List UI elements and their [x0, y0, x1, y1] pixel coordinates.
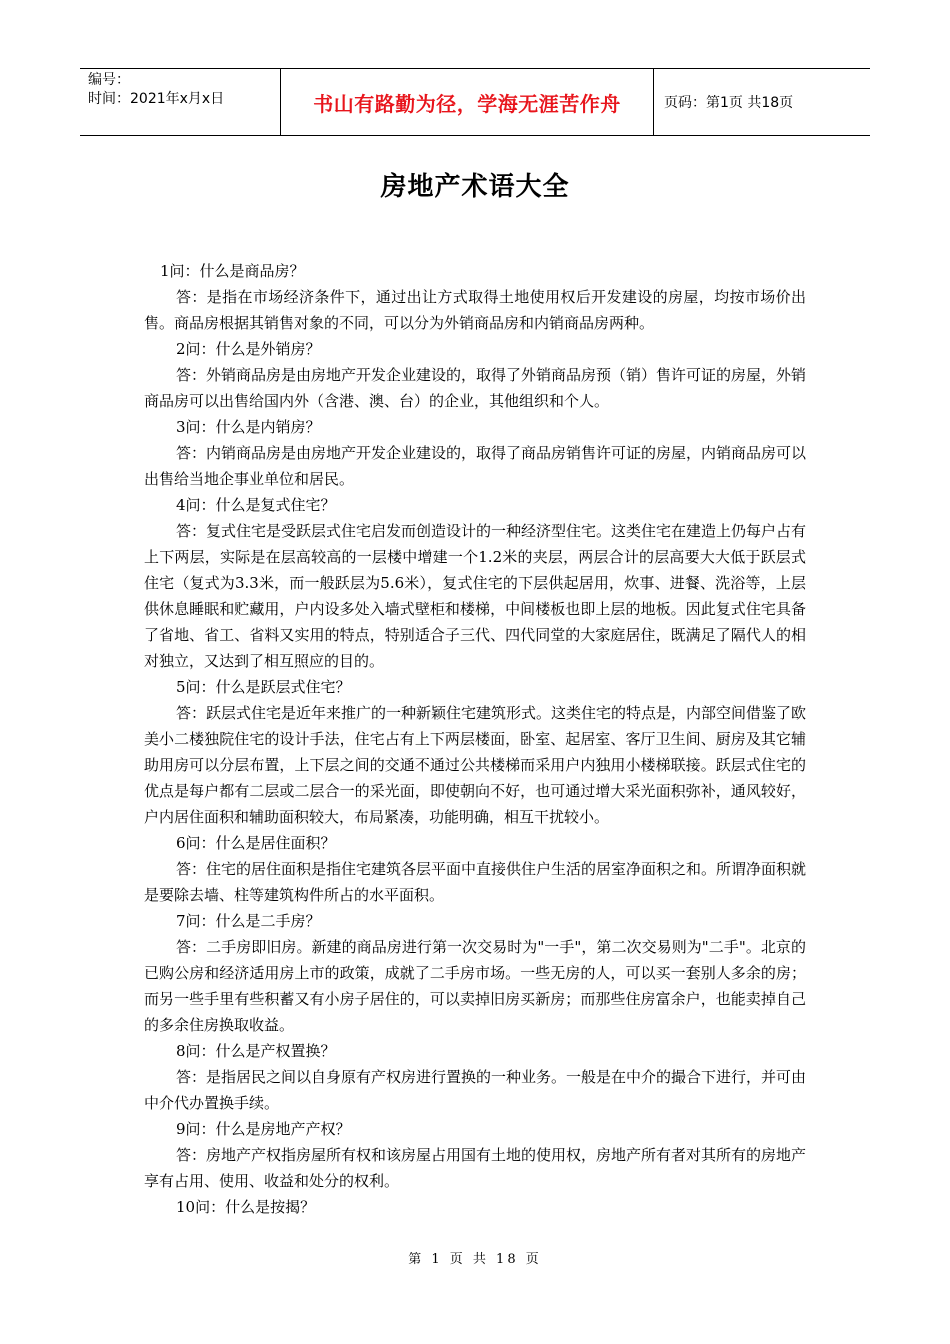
answer-8: 答：是指居民之间以自身原有产权房进行置换的一种业务。一般是在中介的撮合下进行，并可由中介代办置换手续。 — [144, 1068, 807, 1112]
document-date-label: 时间：2021年x月x日 — [88, 91, 225, 107]
answer-2: 答：外销商品房是由房地产开发企业建设的，取得了外销商品房预（销）售许可证的房屋，外销商品房可以出售给国内外（含港、澳、台）的企业，其他组织和个人。 — [144, 366, 807, 410]
document-body — [144, 258, 806, 1220]
answer-3: 答：内销商品房是由房地产开发企业建设的，取得了商品房销售许可证的房屋，内销商品房可以出售给当地企事业单位和居民。 — [144, 444, 807, 488]
question-9: 9问：什么是房地产产权？ — [176, 1120, 351, 1138]
answer-9: 答：房地产产权指房屋所有权和该房屋占用国有土地的使用权，房地产所有者对其所有的房地产享有占用、使用、收益和处分的权利。 — [144, 1146, 807, 1190]
question-10: 10问：什么是按揭？ — [176, 1198, 316, 1216]
document-number-label: 编号： — [88, 72, 130, 88]
header-page-number: 页码：第1页 共18页 — [664, 95, 794, 111]
answer-4: 答：复式住宅是受跃层式住宅启发而创造设计的一种经济型住宅。这类住宅在建造上仍每户占有上下两层，实际是在层高较高的一层楼中增建一个1.2米的夹层，两层合计的层高要大大低于跃层式住宅（复式为3.3米，而一般跃层为5.6米），复式住宅的下层供起居用，炊事、进餐、洗浴等，上层供休息睡眠和贮藏用，户内设多处入墙式壁柜和楼梯，中间楼板也即上层的地板。因此复式住宅具备了省地、省工、省料又实用的特点，特别适合子三代、四代同堂的大家庭居住，既满足了隔代人的相对独立，又达到了相互照应的目的。 — [144, 522, 807, 670]
question-7: 7问：什么是二手房？ — [176, 912, 321, 930]
document-title: 房地产术语大全 — [380, 172, 570, 202]
question-6: 6问：什么是居住面积？ — [176, 834, 336, 852]
question-1: 1问：什么是商品房？ — [160, 262, 305, 280]
question-2: 2问：什么是外销房？ — [176, 340, 321, 358]
question-5: 5问：什么是跃层式住宅？ — [176, 678, 351, 696]
answer-1: 答：是指在市场经济条件下，通过出让方式取得土地使用权后开发建设的房屋，均按市场价出售。商品房根据其销售对象的不同，可以分为外销商品房和内销商品房两种。 — [144, 288, 806, 332]
question-4: 4问：什么是复式住宅？ — [176, 496, 336, 514]
page-footer: 第 1 页 共 18 页 — [408, 1252, 542, 1267]
answer-7: 答：二手房即旧房。新建的商品房进行第一次交易时为"一手"，第二次交易则为"二手"。北京的已购公房和经济适用房上市的政策，成就了二手房市场。一些无房的人，可以买一套别人多余的房；而另一些手里有些积蓄又有小房子居住的，可以卖掉旧房买新房；而那些住房富余户，也能卖掉自己的多余住房换取收益。 — [144, 938, 806, 1034]
question-8: 8问：什么是产权置换？ — [176, 1042, 336, 1060]
answer-5: 答：跃层式住宅是近年来推广的一种新颖住宅建筑形式。这类住宅的特点是，内部空间借鉴了欧美小二楼独院住宅的设计手法，住宅占有上下两层楼面，卧室、起居室、客厅卫生间、厨房及其它辅助用房可以分层布置，上下层之间的交通不通过公共楼梯而采用户内独用小楼梯联接。跃层式住宅的优点是每户都有二层或二层合一的采光面，即使朝向不好，也可通过增大采光面积弥补，通风较好，户内居住面积和辅助面积较大，布局紧凑，功能明确，相互干扰较小。 — [144, 704, 807, 826]
header-table — [80, 68, 870, 136]
question-3: 3问：什么是内销房？ — [176, 418, 321, 436]
header-motto: 书山有路勤为径，学海无涯苦作舟 — [280, 69, 654, 135]
answer-6: 答：住宅的居住面积是指住宅建筑各层平面中直接供住户生活的居室净面积之和。所谓净面积就是要除去墙、柱等建筑构件所占的水平面积。 — [144, 860, 807, 904]
header-info-cell — [80, 69, 280, 135]
